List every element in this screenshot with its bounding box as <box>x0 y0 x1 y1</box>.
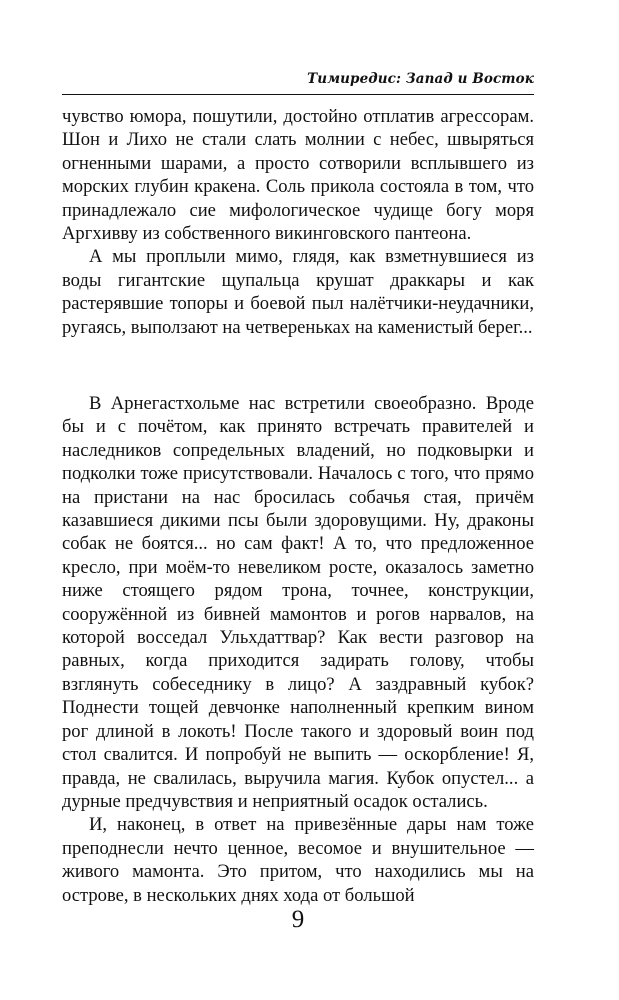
paragraph: А мы проплыли мимо, глядя, как взметнувшиеся из воды гигантские щупальца крушат драккары и как растерявшие топоры и боевой пыл налётчики-неудачники, ругаясь, выползают на четвереньках на каменистый берег... <box>62 246 534 338</box>
text-section-2 <box>62 392 534 907</box>
header-rule <box>62 94 534 95</box>
paragraph: И, наконец, в ответ на привезённые дары нам тоже преподнесли нечто ценное, весомое и внушительное — живого мамонта. Это притом, что находились мы на острове, в нескольких днях хода от большой <box>62 814 534 906</box>
running-header: Тимиредис: Запад и Восток <box>307 71 534 87</box>
paragraph: В Арнегастхольме нас встретили своеобразно. Вроде бы и с почётом, как принято встречать правителей и наследников сопредельных владений, но подковырки и подколки тоже присутствовали. Началось с того, что прямо на пристани на нас бросилась собачья стая, причём казавшиеся дикими псы были здоровущими. Ну, драконы собак не боятся... но сам факт! А то, что предложенное кресло, при моём-то невеликом росте, оказалось заметно ниже стоящего рядом трона, точнее, конструкции, сооружённой из бивней мамонтов и рогов нарвалов, на которой восседал Ульхдаттвар? Как вести разговор на равных, когда приходится задирать голову, чтобы взглянуть собеседнику в лицо? А заздравный кубок? Поднести тощей девчонке наполненный крепким вином рог длиной в локоть! После такого и здоровый воин под стол свалится. И попробуй не выпить — оскорбление! Я, правда, не свалилась, выручила магия. Кубок опустел... а дурные предчувствия и неприятный осадок остались. <box>62 393 534 812</box>
paragraph: чувство юмора, пошутили, достойно отплатив агрессорам. Шон и Лихо не стали слать молнии с небес, швыряться огненными шарами, а просто сотворили всплывшего из морских глубин кракена. Соль прикола состояла в том, что принадлежало сие мифологическое чудище богу моря Аргхивву из собственного викинговского пантеона. <box>62 106 534 245</box>
text-section-1 <box>62 105 534 339</box>
page-number: 9 <box>291 906 305 933</box>
